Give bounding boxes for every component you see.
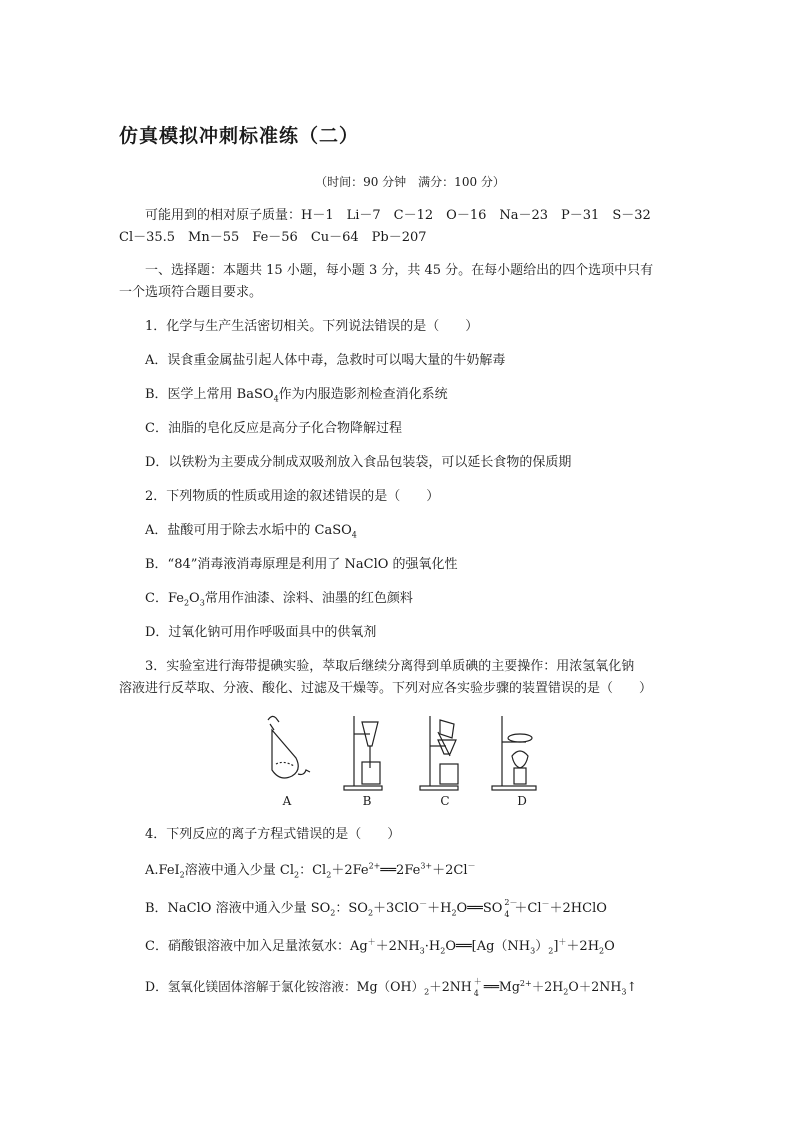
q1-option-d: D．以铁粉为主要成分制成双吸剂放入食品包装袋，可以延长食物的保质期 (145, 455, 572, 470)
apparatus-c-pouring (420, 716, 458, 790)
q1-option-b: B．医学上常用 BaSO$_4$作为内服造影剂检查消化系统 (145, 387, 448, 404)
exam-info: （时间：90 分钟 满分：100 分） (315, 175, 505, 189)
apparatus-a-separatory-funnel (268, 716, 310, 778)
apparatus-label-c: C (440, 794, 450, 808)
q2-option-b: B．“84”消毒液消毒原理是利用了 NaClO 的强氧化性 (145, 557, 458, 572)
q2-option-c: C．$Fe_2O_3$常用作油漆、涂料、油墨的红色颜料 (145, 591, 413, 608)
atomic-masses-line-2: Cl－35.5 Mn－55 Fe－56 Cu－64 Pb－207 (119, 230, 427, 245)
apparatus-label-d: D (517, 794, 527, 808)
q2-stem: 2．下列物质的性质或用途的叙述错误的是（ ） (145, 489, 440, 504)
apparatus-label-b: B (362, 794, 372, 808)
apparatus-b-filtration (344, 716, 382, 790)
q4-option-d: D．氢氧化镁固体溶解于氯化铵溶液：$Mg(OH)_2+2NH$ ＋ 4 $══Mg^{2+}+2H_2O+2NH_3↑$ (145, 977, 637, 998)
page-title: 仿真模拟冲刺标准练（二） (119, 125, 360, 147)
q4-option-a: A.FeI$_2$溶液中通入少量 $Cl_2$：$Cl_2+2Fe^{2+}══2Fe^{3+}+2Cl^-$ (145, 861, 476, 880)
q4-option-b: B．NaClO 溶液中通入少量 $SO_2$：$SO_2+3ClO^-+H_2O══SO$ 2－ 4 ＋Cl－＋2HClO (145, 898, 607, 919)
apparatus-label-a: A (282, 794, 292, 808)
q3-stem-line-2: 溶液进行反萃取、分液、酸化、过滤及干燥等。下列对应各实验步骤的装置错误的是（ ） (119, 681, 653, 696)
atomic-masses-line-1: 可能用到的相对原子质量：H－1 Li－7 C－12 O－16 Na－23 P－31 S－32 (145, 208, 651, 223)
q1-option-c: C．油脂的皂化反应是高分子化合物降解过程 (145, 421, 402, 436)
section-heading-line-2: 一个选项符合题目要求。 (119, 285, 263, 300)
section-heading-line-1: 一、选择题：本题共 15 小题，每小题 3 分，共 45 分。在每小题给出的四个选项中只有 (145, 263, 654, 278)
q4-option-c: C．硝酸银溶液中加入足量浓氨水：$Ag^++2NH_3\cdot H_2O══[Ag(NH_3)_2]^++2H_2O$ (145, 937, 615, 956)
apparatus-drawings (258, 712, 558, 794)
q4-stem: 4．下列反应的离子方程式错误的是（ ） (145, 827, 401, 842)
q1-stem: 1．化学与生产生活密切相关。下列说法错误的是（ ） (145, 319, 479, 334)
q1-option-a: A．误食重金属盐引起人体中毒，急救时可以喝大量的牛奶解毒 (145, 353, 506, 368)
q2-option-a: A．盐酸可用于除去水垢中的 CaSO$_4$ (145, 523, 357, 540)
apparatus-d-evaporation (492, 716, 536, 790)
q2-option-d: D．过氧化钠可用作呼吸面具中的供氧剂 (145, 625, 377, 640)
apparatus-figure (258, 712, 558, 812)
q3-stem-line-1: 3．实验室进行海带提碘实验，萃取后继续分离得到单质碘的主要操作：用浓氢氧化钠 (145, 659, 635, 674)
